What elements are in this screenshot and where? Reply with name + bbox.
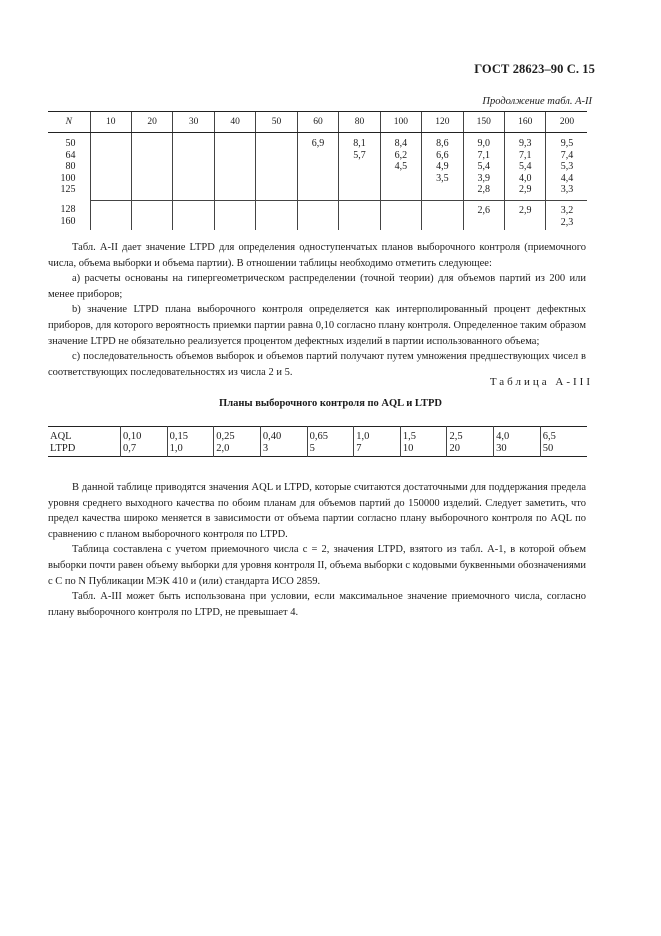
table-cell: 1,0 xyxy=(167,443,214,457)
page-header: ГОСТ 28623–90 С. 15 xyxy=(474,62,595,76)
column-header: 120 xyxy=(422,112,463,133)
column-header: 80 xyxy=(339,112,380,133)
table-cell: 5 xyxy=(307,443,354,457)
table-cell: 1,0 xyxy=(354,427,401,443)
row-label: 50 64 80 100 125 xyxy=(60,138,76,196)
column-header: 20 xyxy=(131,112,172,133)
table-cell: 30 xyxy=(494,443,541,457)
table-cell: 10 xyxy=(400,443,447,457)
paragraph: В данной таблице приводятся значения AQL и LTPD, которые считаются достаточными для поддержания предела уровня среднего выходного качества по обоим планам для объемов партий до 150000 изделий. Следует заметить, что предел качества широко меняется в зависимости от объема партии согласно плану выборочного контроля по AQL по сравнению с планом выборочного контроля по LTPD. xyxy=(48,482,586,540)
column-header: 50 xyxy=(256,112,297,133)
table-cell: 0,40 xyxy=(260,427,307,443)
table-cell: 50 xyxy=(540,443,587,457)
table-cell: 6,5 xyxy=(540,427,587,443)
table-cell: 3 xyxy=(260,443,307,457)
table-row xyxy=(48,427,587,443)
table-cell: 0,15 xyxy=(167,427,214,443)
table-cell: 0,7 xyxy=(121,443,168,457)
explanation-text-block xyxy=(48,480,586,620)
table-continuation-label: Продолжение табл. А-II xyxy=(482,96,592,107)
column-header: N xyxy=(48,112,90,133)
table-cell: 0,25 xyxy=(214,427,261,443)
table-cell: 2,6 xyxy=(477,204,491,216)
table-cell: 6,9 xyxy=(311,138,325,149)
column-header: 60 xyxy=(297,112,338,133)
column-header: 160 xyxy=(505,112,546,133)
table-cell: 9,5 7,4 5,3 4,4 3,3 xyxy=(560,138,574,196)
table-row xyxy=(48,443,587,457)
column-header: 200 xyxy=(546,112,587,133)
list-item: b) значение LTPD плана выборочного контроля определяется как интерполированный процент дефектных приборов, для которого вероятность приемки партии равна 0,10 согласно плану контроля. Определенное таким образом значение LTPD не обязательно реализуется процентом дефектных изделий в партии использованного объема; xyxy=(48,304,586,347)
column-header: 100 xyxy=(380,112,421,133)
table-cell: 0,10 xyxy=(121,427,168,443)
table-cell: 3,2 2,3 xyxy=(560,204,574,228)
table-cell: 2,0 xyxy=(214,443,261,457)
table-cell: 2,5 xyxy=(447,427,494,443)
table-a2-header-row xyxy=(48,112,587,133)
column-header: 150 xyxy=(463,112,504,133)
column-header: 40 xyxy=(214,112,255,133)
table-cell: 8,1 5,7 xyxy=(353,138,366,161)
row-label: 128 160 xyxy=(60,204,76,228)
table-caption: Таблица А-III xyxy=(489,376,593,388)
table-cell: 8,4 6,2 4,5 xyxy=(394,138,408,173)
table-cell: 8,6 6,6 4,9 3,5 xyxy=(436,138,449,184)
table-row xyxy=(48,133,587,201)
notes-text-block xyxy=(48,240,586,380)
table-cell: 4,0 xyxy=(494,427,541,443)
table-row xyxy=(48,200,587,230)
table-cell: 1,5 xyxy=(400,427,447,443)
column-header: 30 xyxy=(173,112,214,133)
table-a2 xyxy=(48,111,587,230)
paragraph: Табл. А-III может быть использована при условии, если максимальное значение приемочного числа, согласно плану выборочного контроля по LTPD, не превышает 4. xyxy=(48,591,586,618)
paragraph: Таблица составлена с учетом приемочного числа c = 2, значения LTPD, взятого из табл. А-1, в которой объем выборки почти равен объему выборки для уровня контроля II, объема выборки с кодовыми буквенными обозначениями с С по N Публикации МЭК 410 и (или) стандарта ИСО 2859. xyxy=(48,544,586,587)
table-cell: 7 xyxy=(354,443,401,457)
table-cell: 0,65 xyxy=(307,427,354,443)
column-header: 10 xyxy=(90,112,131,133)
table-cell: 20 xyxy=(447,443,494,457)
table-cell: 2,9 xyxy=(519,204,532,216)
paragraph: Табл. А-II дает значение LTPD для определения одноступенчатых планов выборочного контроля (приемочного числа, объема выборки и объема партии). В отношении таблицы необходимо отметить следующее: xyxy=(48,242,586,269)
table-cell: 9,3 7,1 5,4 4,0 2,9 xyxy=(519,138,532,196)
row-label: LTPD xyxy=(50,442,76,454)
row-label: AQL xyxy=(50,431,72,442)
list-item: а) расчеты основаны на гипергеометрическом распределении (точной теории) для объемов партий из 200 или менее приборов; xyxy=(48,273,586,300)
table-title: Планы выборочного контроля по AQL и LTPD xyxy=(219,398,442,409)
list-item: с) последовательность объемов выборок и объемов партий получают путем умножения предшествующих чисел в соответствующих последовательностях из числа 2 и 5. xyxy=(48,351,586,378)
table-cell: 9,0 7,1 5,4 3,9 2,8 xyxy=(477,138,491,196)
table-a3 xyxy=(48,426,587,457)
